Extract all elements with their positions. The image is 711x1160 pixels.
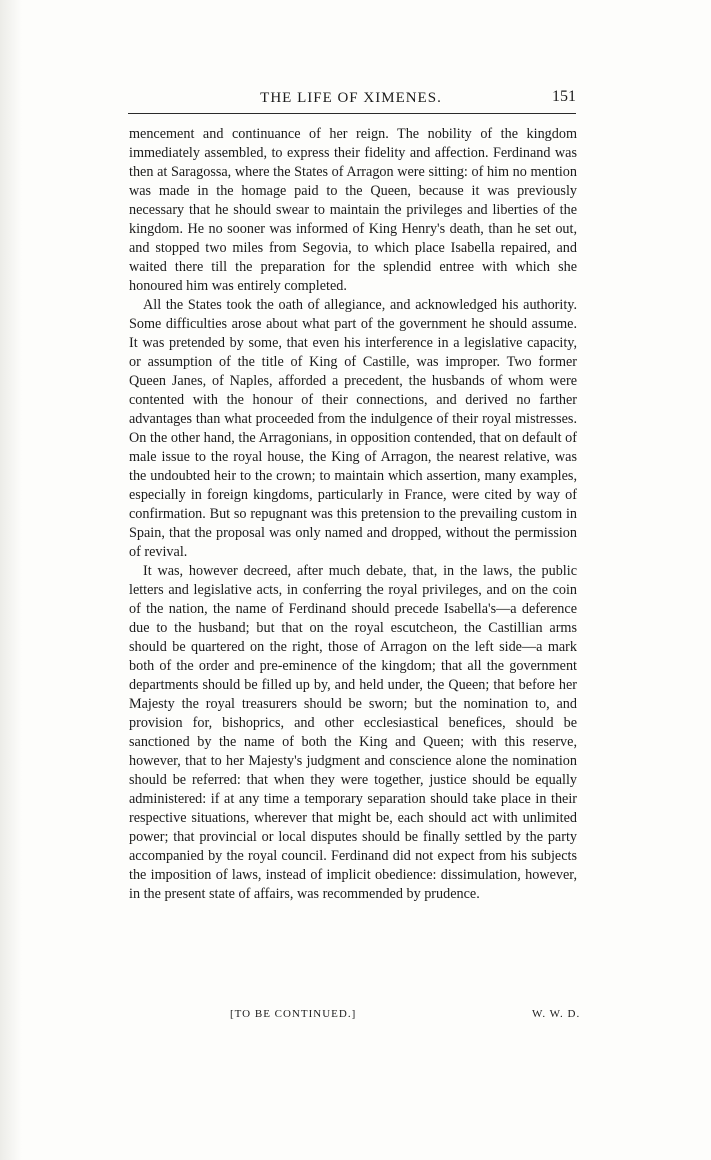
paragraph-3: It was, however decreed, after much debate, that, in the laws, the public letters and legislative acts, in conferring the royal privileges, and on the coin of the nation, the name of Ferdinand should precede Isabella's—a deference due to the husband; but that on the royal escutcheon, the Castillian arms should be quartered on the right, those of Arragon on the left side—a mark both of the order and pre-eminence of the kingdom; that all the government departments should be filled up by, and held under, the Queen; that before her Majesty the royal treasurers should be sworn; but the nomination to, and provision for, bishoprics, and other ecclesiastical benefices, should be sanctioned by the name of both the King and Queen; with this reserve, however, that to her Majesty's judgment and conscience alone the nomination should be referred: that when they were together, justice should be equally administered: if at any time a temporary separation should take place in their respective situations, wherever that might be, each should act with unlimited power; that provincial or local disputes should be finally settled by the party accompanied by the royal council. Ferdinand did not expect from his subjects the imposition of laws, instead of implicit obedience: dissimulation, however, in the present state of affairs, was recommended by prudence. [129, 563, 577, 902]
to-be-continued-note: [TO BE CONTINUED.] [230, 1008, 357, 1020]
running-header: THE LIFE OF XIMENES. [260, 90, 442, 106]
body-text [129, 125, 577, 904]
author-signature: W. W. D. [532, 1008, 581, 1020]
paragraph-1: mencement and continuance of her reign. The nobility of the kingdom immediately assembled, to express their fidelity and affection. Ferdinand was then at Saragossa, where the States of Arragon were sitting: of him no mention was made in the homage paid to the Queen, because it was previously necessary that he should swear to maintain the privileges and liberties of the kingdom. He no sooner was informed of King Henry's death, than he set out, and stopped two miles from Segovia, to which place Isabella repaired, and waited there till the preparation for the splendid entree with which she honoured him was entirely completed. [129, 126, 577, 294]
page-number: 151 [552, 88, 576, 105]
header-rule [128, 113, 576, 114]
paragraph-2: All the States took the oath of allegiance, and acknowledged his authority. Some difficulties arose about what part of the government he should assume. It was pretended by some, that even his interference in a legislative capacity, or assumption of the title of King of Castille, was improper. Two former Queen Janes, of Naples, afforded a precedent, the husbands of whom were contented with the honour of their connections, and derived no farther advantages than what proceeded from the indulgence of their royal mistresses. On the other hand, the Arragonians, in opposition contended, that on default of male issue to the royal house, the King of Arragon, the nearest relative, was the undoubted heir to the crown; to maintain which assertion, many examples, especially in foreign kingdoms, particularly in France, were cited by way of confirmation. But so repugnant was this pretension to the prevailing custom in Spain, that the proposal was only named and dropped, without the permission of revival. [129, 297, 577, 560]
page-edge-shadow [0, 0, 22, 1160]
